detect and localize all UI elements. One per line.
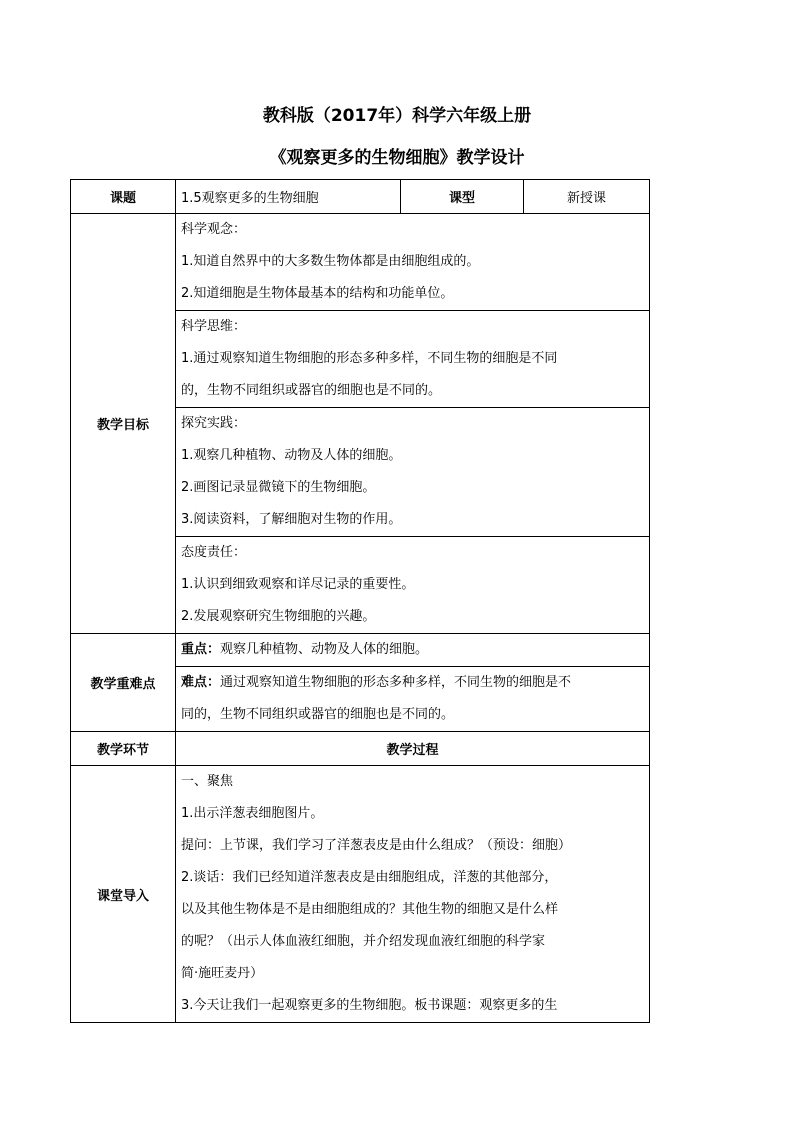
- difficult-point-text-cont: 同的，生物不同组织或器官的细胞也是不同的。: [181, 707, 455, 722]
- key-points-label: 教学重难点: [71, 634, 176, 732]
- objective-line: 1.观察几种植物、动物及人体的细胞。: [181, 448, 402, 463]
- key-point-cell: [176, 634, 650, 667]
- objective-line: 2.发展观察研究生物细胞的兴趣。: [181, 609, 376, 624]
- stage-label: 教学环节: [71, 732, 176, 766]
- section-heading: 科学观念：: [181, 222, 247, 237]
- objective-section-attitude: [176, 537, 650, 634]
- intro-line: 以及其他生物体是不是由细胞组成的？其他生物的细胞又是什么样: [181, 902, 559, 917]
- difficult-point-label: 难点：: [181, 675, 221, 690]
- lesson-plan-table: [70, 179, 650, 1023]
- objective-line: 2.知道细胞是生物体最基本的结构和功能单位。: [181, 286, 454, 301]
- objective-line: 2.画图记录显微镜下的生物细胞。: [181, 480, 376, 495]
- objective-section-concept: [176, 214, 650, 311]
- objective-line: 1.认识到细致观察和详尽记录的重要性。: [181, 577, 415, 592]
- header-row: [71, 180, 650, 214]
- section-heading: 态度责任：: [181, 545, 247, 560]
- topic-label: 课题: [71, 180, 176, 214]
- key-point-row: [71, 634, 650, 667]
- type-label: 课型: [401, 180, 524, 214]
- objectives-label: 教学目标: [71, 214, 176, 634]
- topic-value: 1.5观察更多的生物细胞: [176, 180, 401, 214]
- process-label: 教学过程: [176, 732, 650, 766]
- intro-line: 一、聚焦: [181, 774, 234, 789]
- section-heading: 科学思维：: [181, 319, 247, 334]
- intro-line: 2.谈话：我们已经知道洋葱表皮是由细胞组成，洋葱的其他部分，: [181, 870, 558, 885]
- intro-row: [71, 766, 650, 1023]
- objectives-row-1: [71, 214, 650, 311]
- type-value: 新授课: [524, 180, 650, 214]
- intro-label: 课堂导入: [71, 766, 176, 1023]
- process-header-row: [71, 732, 650, 766]
- key-point-text: 观察几种植物、动物及人体的细胞。: [220, 642, 429, 657]
- intro-line: 1.出示洋葱表细胞图片。: [181, 806, 324, 821]
- section-heading: 探究实践：: [181, 416, 247, 431]
- objective-line: 3.阅读资料，了解细胞对生物的作用。: [181, 512, 402, 527]
- intro-line: 3.今天让我们一起观察更多的生物细胞。板书课题：观察更多的生: [181, 998, 558, 1013]
- intro-line: 简·施旺麦丹）: [181, 966, 264, 981]
- key-point-label: 重点：: [181, 642, 221, 657]
- difficult-point-cell: [176, 667, 650, 732]
- intro-line: 的呢？（出示人体血液红细胞，并介绍发现血液红细胞的科学家: [181, 934, 546, 949]
- objective-line: 1.通过观察知道生物细胞的形态多种多样，不同生物的细胞是不同: [181, 351, 558, 366]
- intro-content: [176, 766, 650, 1023]
- objective-line: 1.知道自然界中的大多数生物体都是由细胞组成的。: [181, 254, 480, 269]
- objective-section-thinking: [176, 311, 650, 408]
- document-title: 教科版（2017年）科学六年级上册: [262, 106, 532, 126]
- objective-line: 的，生物不同组织或器官的细胞也是不同的。: [181, 383, 442, 398]
- intro-line: 提问：上节课，我们学习了洋葱表皮是由什么组成？（预设：细胞）: [181, 838, 572, 853]
- document-subtitle: 《观察更多的生物细胞》教学设计: [269, 148, 525, 168]
- difficult-point-text: 通过观察知道生物细胞的形态多种多样，不同生物的细胞是不: [220, 675, 572, 690]
- objective-section-practice: [176, 408, 650, 537]
